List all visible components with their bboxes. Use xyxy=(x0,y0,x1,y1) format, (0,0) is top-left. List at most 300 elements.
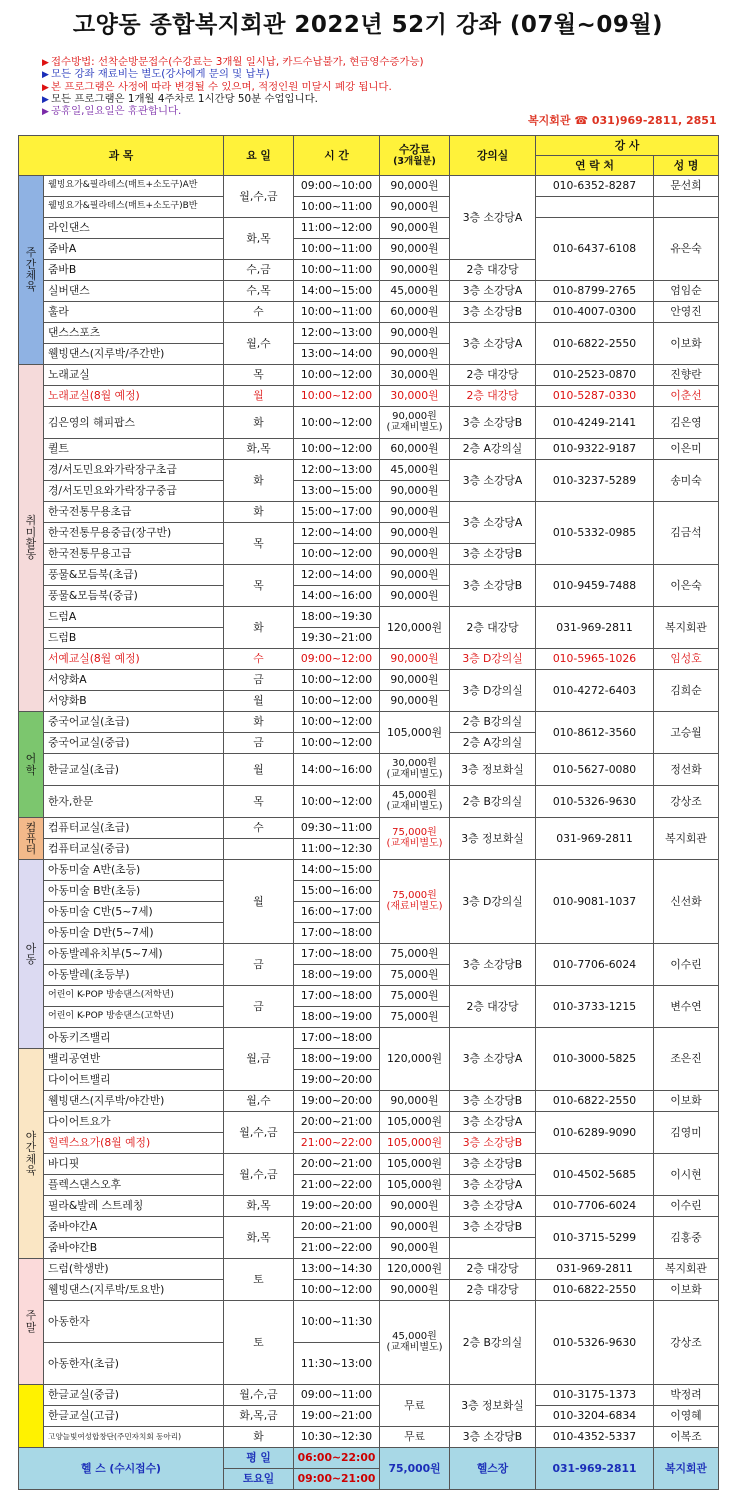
notice-item: ▶ 공휴일,일요일은 휴관합니다. xyxy=(42,105,182,118)
category-hobby: 취 미 활 동 xyxy=(19,365,44,712)
instructor-phone: 010-8612-3560 xyxy=(536,712,654,754)
course-room: 2층 대강당 xyxy=(450,1259,536,1280)
contact-header: 연 락 처 xyxy=(536,156,654,176)
course-time: 10:00~12:00 xyxy=(294,365,380,386)
notice-item: ▶ 모든 프로그램은 1개월 4주차로 1시간당 50분 수업입니다. xyxy=(42,92,318,105)
instructor-phone: 010-3000-5825 xyxy=(536,1028,654,1091)
course-day: 토 xyxy=(224,1301,294,1385)
course-day: 월,수,금 xyxy=(224,1385,294,1406)
course-time: 19:00~20:00 xyxy=(294,1196,380,1217)
course-day: 화,목 xyxy=(224,218,294,260)
instructor-name: 조은진 xyxy=(654,1028,719,1091)
instructor-phone: 010-5326-9630 xyxy=(536,1301,654,1385)
course-day: 금 xyxy=(224,670,294,691)
course-name: 노래교실(8월 예정) xyxy=(44,386,224,407)
course-time: 12:00~13:00 xyxy=(294,323,380,344)
course-time: 09:00~12:00 xyxy=(294,649,380,670)
course-time: 11:00~12:00 xyxy=(294,218,380,239)
course-row xyxy=(19,502,719,523)
course-fee: 90,000원 xyxy=(380,670,450,691)
course-name: 컴퓨터교실(중급) xyxy=(44,839,224,860)
course-row xyxy=(19,986,719,1007)
course-room: 3층 소강당B xyxy=(450,407,536,439)
instructor-phone: 010-4272-6403 xyxy=(536,670,654,712)
course-name: 실버댄스 xyxy=(44,281,224,302)
course-room: 3층 정보화실 xyxy=(450,818,536,860)
instructor-phone: 010-2523-0870 xyxy=(536,365,654,386)
instructor-name: 복지회관 xyxy=(654,1259,719,1280)
course-day: 월 xyxy=(224,860,294,944)
instructor-name: 진향란 xyxy=(654,365,719,386)
fitness-phone: 031-969-2811 xyxy=(536,1448,654,1490)
course-fee: 30,000원 (교재비별도) xyxy=(380,754,450,786)
course-name: 아동미술 B반(초등) xyxy=(44,881,224,902)
course-row xyxy=(19,439,719,460)
course-time: 20:00~21:00 xyxy=(294,1154,380,1175)
course-room: 3층 소강당A xyxy=(450,1175,536,1196)
notice-list xyxy=(42,57,424,118)
course-name: 경/서도민요와가락장구초급 xyxy=(44,460,224,481)
course-time: 10:30~12:30 xyxy=(294,1427,380,1448)
instructor-phone: 010-3715-5299 xyxy=(536,1217,654,1259)
course-name: 다이어트요가 xyxy=(44,1112,224,1133)
course-room: 2층 대강당 xyxy=(450,365,536,386)
instructor-phone: 010-3733-1215 xyxy=(536,986,654,1028)
course-time: 17:00~18:00 xyxy=(294,923,380,944)
course-time: 10:00~12:00 xyxy=(294,691,380,712)
instructor-phone: 010-4249-2141 xyxy=(536,407,654,439)
course-name: 플렉스댄스오후 xyxy=(44,1175,224,1196)
course-row xyxy=(19,386,719,407)
course-room: 3층 소강당B xyxy=(450,1217,536,1238)
course-time: 09:00~10:00 xyxy=(294,176,380,197)
course-name: 드럼(학생반) xyxy=(44,1259,224,1280)
course-room: 2층 대강당 xyxy=(450,607,536,649)
course-day: 월 xyxy=(224,691,294,712)
instructor-phone: 010-7706-6024 xyxy=(536,944,654,986)
course-room: 3층 소강당B xyxy=(450,302,536,323)
course-room: 3층 D강의실 xyxy=(450,860,536,944)
course-name: 한자,한문 xyxy=(44,786,224,818)
course-fee: 90,000원 xyxy=(380,176,450,197)
course-room: 3층 소강당B xyxy=(450,1091,536,1112)
instructor-phone: 010-3237-5289 xyxy=(536,460,654,502)
course-time: 10:00~12:00 xyxy=(294,786,380,818)
course-name: 어린이 K-POP 방송댄스(고학년) xyxy=(44,1007,224,1028)
course-fee: 90,000원 xyxy=(380,1196,450,1217)
course-row xyxy=(19,754,719,786)
category-free xyxy=(19,1385,44,1448)
course-room: 3층 소강당A xyxy=(450,281,536,302)
course-room: 2층 A강의실 xyxy=(450,733,536,754)
course-fee: 75,000원 xyxy=(380,1007,450,1028)
course-row xyxy=(19,218,719,239)
course-name: 어린이 K-POP 방송댄스(저학년) xyxy=(44,986,224,1007)
course-time: 11:30~13:00 xyxy=(294,1343,380,1385)
course-time: 10:00~12:00 xyxy=(294,712,380,733)
course-time: 19:30~21:00 xyxy=(294,628,380,649)
course-day: 수,목 xyxy=(224,281,294,302)
instructor-phone: 031-969-2811 xyxy=(536,607,654,649)
course-name: 줌바야간A xyxy=(44,1217,224,1238)
course-room: 2층 대강당 xyxy=(450,1280,536,1301)
course-day: 월 xyxy=(224,754,294,786)
course-room: 3층 정보화실 xyxy=(450,1385,536,1427)
instructor-phone: 010-9081-1037 xyxy=(536,860,654,944)
course-room: 3층 소강당A xyxy=(450,1028,536,1091)
course-room: 2층 B강의실 xyxy=(450,786,536,818)
course-room: 2층 A강의실 xyxy=(450,439,536,460)
course-name: 줌바야간B xyxy=(44,1238,224,1259)
course-time: 18:00~19:00 xyxy=(294,1007,380,1028)
course-time: 18:00~19:00 xyxy=(294,965,380,986)
course-row xyxy=(19,712,719,733)
course-room: 3층 소강당A xyxy=(450,323,536,365)
category-evening-fitness: 야 간 체 육 xyxy=(19,1049,44,1259)
triangle-bullet-icon: ▶ xyxy=(42,58,49,68)
course-name: 아동한자 xyxy=(44,1301,224,1343)
course-day: 수 xyxy=(224,818,294,839)
course-time: 10:00~11:00 xyxy=(294,302,380,323)
course-row xyxy=(19,1301,719,1343)
course-fee: 105,000원 xyxy=(380,1154,450,1175)
fitness-saturday-time: 09:00~21:00 xyxy=(294,1469,380,1490)
course-time: 10:00~12:00 xyxy=(294,544,380,565)
instructor-name: 복지회관 xyxy=(654,818,719,860)
course-name: 한글교실(초급) xyxy=(44,754,224,786)
course-day: 수 xyxy=(224,649,294,670)
course-room xyxy=(450,1238,536,1259)
course-day: 화,목 xyxy=(224,1217,294,1259)
course-room: 2층 대강당 xyxy=(450,260,536,281)
course-name: 서양화A xyxy=(44,670,224,691)
instructor-phone: 010-3175-1373 xyxy=(536,1385,654,1406)
name-header: 성 명 xyxy=(654,156,719,176)
course-room: 2층 B강의실 xyxy=(450,712,536,733)
instructor-name: 이시현 xyxy=(654,1154,719,1196)
fitness-weekday: 평 일 xyxy=(224,1448,294,1469)
course-room: 2층 대강당 xyxy=(450,386,536,407)
category-kids: 아 동 xyxy=(19,860,44,1049)
course-name: 아동발레유치부(5~7세) xyxy=(44,944,224,965)
fitness-weekday-time: 06:00~22:00 xyxy=(294,1448,380,1469)
course-day: 화,목,금 xyxy=(224,1406,294,1427)
course-room: 3층 D강의실 xyxy=(450,649,536,670)
course-room: 2층 B강의실 xyxy=(450,1301,536,1385)
course-day: 월,수,금 xyxy=(224,176,294,218)
course-time: 10:00~12:00 xyxy=(294,670,380,691)
instructor-phone: 031-969-2811 xyxy=(536,818,654,860)
course-name: 노래교실 xyxy=(44,365,224,386)
course-day: 목 xyxy=(224,365,294,386)
course-row xyxy=(19,1217,719,1238)
course-name: 서양화B xyxy=(44,691,224,712)
course-row xyxy=(19,1091,719,1112)
course-time: 10:00~12:00 xyxy=(294,407,380,439)
header-row xyxy=(19,136,719,156)
instructor-phone: 010-8799-2765 xyxy=(536,281,654,302)
fitness-label: 헬 스 (수시접수) xyxy=(19,1448,224,1490)
course-time: 20:00~21:00 xyxy=(294,1112,380,1133)
course-time: 19:00~20:00 xyxy=(294,1091,380,1112)
course-fee: 90,000원 xyxy=(380,1091,450,1112)
instructor-name: 안영진 xyxy=(654,302,719,323)
course-name: 웰빙요가&필라테스(매트+소도구)A반 xyxy=(44,176,224,197)
instructor-name: 김영미 xyxy=(654,1112,719,1154)
course-room: 3층 소강당A xyxy=(450,1196,536,1217)
course-fee: 90,000원 xyxy=(380,1280,450,1301)
course-name: 고양늘빛여성합창단(주민자치회 동아리) xyxy=(44,1427,224,1448)
course-row xyxy=(19,1280,719,1301)
instructor-name xyxy=(654,197,719,218)
instructor-phone: 010-6289-9090 xyxy=(536,1112,654,1154)
course-fee: 30,000원 xyxy=(380,386,450,407)
instructor-phone: 010-5326-9630 xyxy=(536,786,654,818)
course-room: 3층 소강당B xyxy=(450,1427,536,1448)
instructor-name: 송미숙 xyxy=(654,460,719,502)
course-fee: 90,000원 xyxy=(380,218,450,239)
instructor-header: 강 사 xyxy=(536,136,719,156)
course-time: 20:00~21:00 xyxy=(294,1217,380,1238)
course-room: 3층 소강당A xyxy=(450,1112,536,1133)
course-fee: 무료 xyxy=(380,1427,450,1448)
course-row xyxy=(19,944,719,965)
course-time: 10:00~11:30 xyxy=(294,1301,380,1343)
course-day: 화 xyxy=(224,712,294,733)
instructor-name: 이보화 xyxy=(654,323,719,365)
course-day: 화 xyxy=(224,460,294,502)
course-day: 화 xyxy=(224,502,294,523)
course-name: 드럼B xyxy=(44,628,224,649)
instructor-name: 김희순 xyxy=(654,670,719,712)
course-row xyxy=(19,1385,719,1406)
notice-item: ▶ 모든 강좌 재료비는 별도(강사에게 문의 및 납부) xyxy=(42,68,270,81)
course-day: 목 xyxy=(224,786,294,818)
course-name: 경/서도민요와가락장구중급 xyxy=(44,481,224,502)
course-time: 18:00~19:00 xyxy=(294,1049,380,1070)
course-time: 13:00~15:00 xyxy=(294,481,380,502)
course-fee: 90,000원 xyxy=(380,197,450,218)
course-day: 목 xyxy=(224,565,294,607)
instructor-phone: 010-9459-7488 xyxy=(536,565,654,607)
course-row xyxy=(19,1406,719,1427)
instructor-phone: 010-9322-9187 xyxy=(536,439,654,460)
course-name: 한국전통무용중급(장구반) xyxy=(44,523,224,544)
category-weekday-fitness: 주 간 체 육 xyxy=(19,176,44,365)
instructor-name: 이수린 xyxy=(654,944,719,986)
course-row xyxy=(19,670,719,691)
fitness-row xyxy=(19,1448,719,1469)
course-name: 라인댄스 xyxy=(44,218,224,239)
schedule-body xyxy=(19,136,719,1490)
course-row xyxy=(19,460,719,481)
triangle-bullet-icon: ▶ xyxy=(42,107,49,118)
course-name: 서예교실(8월 예정) xyxy=(44,649,224,670)
course-time: 11:00~12:30 xyxy=(294,839,380,860)
course-time: 14:00~15:00 xyxy=(294,281,380,302)
course-day: 화 xyxy=(224,607,294,649)
fitness-saturday: 토요일 xyxy=(224,1469,294,1490)
course-day: 화,목 xyxy=(224,1196,294,1217)
category-language: 어학 xyxy=(19,712,44,818)
instructor-phone: 010-5627-0080 xyxy=(536,754,654,786)
course-time: 10:00~12:00 xyxy=(294,733,380,754)
instructor-phone: 010-3204-6834 xyxy=(536,1406,654,1427)
course-name: 아동발레(초등부) xyxy=(44,965,224,986)
course-row xyxy=(19,1196,719,1217)
course-fee: 45,000원 xyxy=(380,281,450,302)
course-fee: 90,000원 xyxy=(380,323,450,344)
instructor-phone: 010-6437-6108 xyxy=(536,218,654,281)
course-row xyxy=(19,565,719,586)
course-name: 댄스스포츠 xyxy=(44,323,224,344)
course-fee: 90,000원 xyxy=(380,502,450,523)
course-time: 15:00~17:00 xyxy=(294,502,380,523)
room-header: 강의실 xyxy=(450,136,536,176)
course-time: 21:00~22:00 xyxy=(294,1175,380,1196)
course-name: 웰빙댄스(지루박/야간반) xyxy=(44,1091,224,1112)
instructor-phone: 010-4007-0300 xyxy=(536,302,654,323)
course-name: 힐렉스요가(8월 예정) xyxy=(44,1133,224,1154)
instructor-phone: 010-6822-2550 xyxy=(536,323,654,365)
course-time: 14:00~16:00 xyxy=(294,754,380,786)
course-day: 월,수,금 xyxy=(224,1154,294,1196)
course-time: 09:30~11:00 xyxy=(294,818,380,839)
course-name: 밸리공연반 xyxy=(44,1049,224,1070)
instructor-name: 고승월 xyxy=(654,712,719,754)
course-row xyxy=(19,1112,719,1133)
instructor-name: 이수린 xyxy=(654,1196,719,1217)
fitness-name: 복지회관 xyxy=(654,1448,719,1490)
course-day xyxy=(224,839,294,860)
course-day: 금 xyxy=(224,944,294,986)
course-name: 다이어트밸리 xyxy=(44,1070,224,1091)
course-name: 줌바A xyxy=(44,239,224,260)
course-name: 웰빙요가&필라테스(매트+소도구)B반 xyxy=(44,197,224,218)
triangle-bullet-icon: ▶ xyxy=(42,94,49,105)
course-day: 월 xyxy=(224,386,294,407)
course-fee: 90,000원 xyxy=(380,1217,450,1238)
course-name: 한글교실(고급) xyxy=(44,1406,224,1427)
course-name: 웰빙댄스(지루박/주간반) xyxy=(44,344,224,365)
course-time: 17:00~18:00 xyxy=(294,944,380,965)
notice-item: ▶ 접수방법: 선착순방문접수(수강료는 3개월 일시납, 카드수납불가, 현금영수증가능) xyxy=(42,56,424,68)
instructor-name: 변수연 xyxy=(654,986,719,1028)
course-fee: 120,000원 xyxy=(380,607,450,649)
course-time: 19:00~21:00 xyxy=(294,1406,380,1427)
course-row xyxy=(19,176,719,197)
course-row xyxy=(19,302,719,323)
course-fee: 105,000원 xyxy=(380,1175,450,1196)
instructor-name: 이보화 xyxy=(654,1091,719,1112)
course-fee: 75,000원 (재료비별도) xyxy=(380,860,450,944)
course-fee: 45,000원 (교재비별도) xyxy=(380,1301,450,1385)
instructor-name: 이춘선 xyxy=(654,386,719,407)
instructor-name: 강상조 xyxy=(654,786,719,818)
category-weekend: 주말 xyxy=(19,1259,44,1385)
course-day: 월,금 xyxy=(224,1028,294,1091)
course-fee: 90,000원 (교재비별도) xyxy=(380,407,450,439)
schedule-table xyxy=(18,135,719,1490)
course-time: 14:00~15:00 xyxy=(294,860,380,881)
course-time: 21:00~22:00 xyxy=(294,1238,380,1259)
course-room: 2층 대강당 xyxy=(450,986,536,1028)
course-day: 토 xyxy=(224,1259,294,1301)
course-room: 3층 소강당A xyxy=(450,460,536,502)
instructor-name: 이은미 xyxy=(654,439,719,460)
course-room: 3층 소강당B xyxy=(450,544,536,565)
course-name: 풍물&모듬북(중급) xyxy=(44,586,224,607)
course-fee: 90,000원 xyxy=(380,649,450,670)
course-name: 아동키즈밸리 xyxy=(44,1028,224,1049)
instructor-phone xyxy=(536,197,654,218)
course-fee: 105,000원 xyxy=(380,1133,450,1154)
course-name: 김은영의 해피팝스 xyxy=(44,407,224,439)
course-fee: 60,000원 xyxy=(380,302,450,323)
course-fee: 45,000원 (교재비별도) xyxy=(380,786,450,818)
course-fee: 90,000원 xyxy=(380,586,450,607)
course-day: 화,목 xyxy=(224,439,294,460)
instructor-name: 강상조 xyxy=(654,1301,719,1385)
instructor-phone: 031-969-2811 xyxy=(536,1259,654,1280)
course-fee: 90,000원 xyxy=(380,691,450,712)
course-fee: 120,000원 xyxy=(380,1028,450,1091)
course-room: 3층 소강당A xyxy=(450,176,536,260)
course-time: 19:00~20:00 xyxy=(294,1070,380,1091)
course-fee: 75,000원 xyxy=(380,986,450,1007)
course-name: 아동미술 C반(5~7세) xyxy=(44,902,224,923)
course-time: 10:00~11:00 xyxy=(294,260,380,281)
course-time: 12:00~13:00 xyxy=(294,460,380,481)
course-row xyxy=(19,818,719,839)
course-fee: 75,000원 (교재비별도) xyxy=(380,818,450,860)
course-name: 퀼트 xyxy=(44,439,224,460)
course-name: 컴퓨터교실(초급) xyxy=(44,818,224,839)
course-time: 14:00~16:00 xyxy=(294,586,380,607)
course-row xyxy=(19,1427,719,1448)
course-room: 3층 소강당B xyxy=(450,944,536,986)
course-name: 아동한자(초급) xyxy=(44,1343,224,1385)
instructor-phone: 010-5287-0330 xyxy=(536,386,654,407)
instructor-name: 박정려 xyxy=(654,1385,719,1406)
instructor-phone: 010-6822-2550 xyxy=(536,1280,654,1301)
course-room: 3층 소강당B xyxy=(450,1133,536,1154)
instructor-name: 문선희 xyxy=(654,176,719,197)
course-name: 아동미술 A반(초등) xyxy=(44,860,224,881)
course-time: 17:00~18:00 xyxy=(294,1028,380,1049)
course-time: 10:00~12:00 xyxy=(294,1280,380,1301)
notice-item: ▶ 본 프로그램은 사정에 따라 변경될 수 있으며, 적정인원 미달시 폐강 됩니다. xyxy=(42,80,392,93)
course-time: 10:00~12:00 xyxy=(294,386,380,407)
course-fee: 90,000원 xyxy=(380,1238,450,1259)
instructor-name: 이보화 xyxy=(654,1280,719,1301)
course-row xyxy=(19,407,719,439)
course-fee: 무료 xyxy=(380,1385,450,1427)
course-day: 월,수 xyxy=(224,323,294,365)
course-time: 10:00~12:00 xyxy=(294,439,380,460)
course-room: 3층 소강당B xyxy=(450,1154,536,1175)
instructor-phone: 010-7706-6024 xyxy=(536,1196,654,1217)
course-day: 화 xyxy=(224,1427,294,1448)
course-row xyxy=(19,1154,719,1175)
course-room: 3층 소강당A xyxy=(450,502,536,544)
instructor-name: 이영혜 xyxy=(654,1406,719,1427)
instructor-phone: 010-5332-0985 xyxy=(536,502,654,565)
page-title: 고양동 종합복지회관 2022년 52기 강좌 (07월~09월) xyxy=(72,12,664,38)
instructor-name: 엄임순 xyxy=(654,281,719,302)
course-fee: 75,000원 xyxy=(380,965,450,986)
course-name: 필라&발레 스트레칭 xyxy=(44,1196,224,1217)
